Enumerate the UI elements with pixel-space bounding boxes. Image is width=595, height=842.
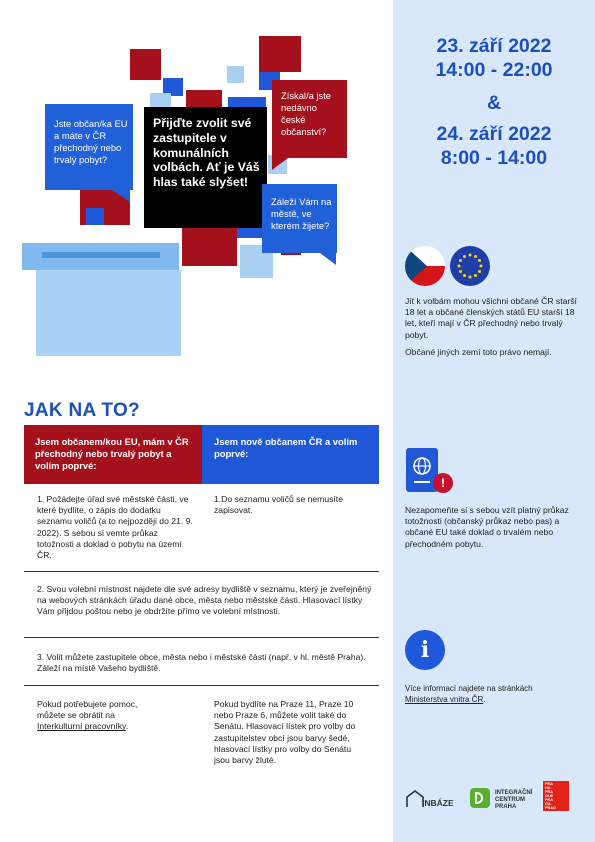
section-title: JAK NA TO?	[24, 400, 140, 421]
help-pre: Pokud potřebujete pomoc, můžete se obrátit na	[37, 699, 138, 721]
icp-line-1: INTEGRAČNÍ	[495, 790, 533, 796]
bubble-tail	[320, 253, 336, 265]
table-divider	[24, 685, 379, 686]
praha-logo-line: GUE	[545, 794, 554, 798]
eu-star-icon	[474, 255, 477, 258]
ballot-box-slot	[42, 252, 160, 258]
table-divider	[24, 637, 379, 638]
step-1-cz: 1.Do seznamu voličů se nemusíte zapisovat.	[214, 494, 343, 516]
bubble-eu-text: Jste občan/ka EU a máte v ČR přechodný nebo trvalý pobyt?	[54, 118, 128, 165]
eu-star-icon	[463, 255, 466, 258]
table-divider	[24, 571, 379, 572]
table-header-cz-text: Jsem nově občanem ČR a volím poprvé:	[214, 436, 358, 459]
eu-star-icon	[459, 270, 462, 273]
step-1-eu: 1. Požádejte úřad své městské části, ve které bydlíte, o zápis do dodatku seznamu voličů (a to nejpozději do 21. 9. 2022). S sebou si vemte průkaz totožnosti a doklad o pobytu na území ČR.	[37, 494, 193, 561]
eligibility-text: Jít k volbám mohou všichni občané ČR starší 18 let a občané členských států EU starší 18 let, kteří mají v ČR přechodný nebo trvalý pobyt.	[405, 296, 577, 340]
eu-star-icon	[463, 274, 466, 277]
speech-bubble-city	[262, 184, 337, 253]
more-info-text	[405, 684, 577, 705]
eu-star-icon	[478, 259, 481, 262]
step-3: 3. Volit můžete zastupitele obce, města nebo i městské části (např. v hl. městě Praha). Záleží na místě Vašeho bydliště.	[37, 652, 366, 674]
warning-icon: !	[433, 473, 453, 493]
passport-note: Nezapomeňte si s sebou vzít platný průkaz totožnosti (občanský průkaz nebo pas) a občané EU také doklad o trvalém nebo přechodném pobytu.	[405, 505, 569, 549]
help-post: .	[125, 721, 129, 732]
call-to-vote-box	[144, 107, 267, 228]
inbaze-logo	[405, 790, 457, 808]
date-1: 23. září 2022	[436, 35, 552, 57]
praha-logo-line: GA	[545, 802, 551, 806]
praha-logo-line: PRA	[545, 790, 554, 794]
intercultural-workers-link[interactable]: Interkulturní pracovníky	[37, 721, 126, 732]
eu-star-icon	[480, 265, 483, 268]
czech-flag-icon	[405, 246, 445, 286]
icp-logo	[470, 788, 532, 810]
more-info-post: .	[483, 694, 486, 704]
time-2: 8:00 - 14:00	[440, 147, 548, 169]
step-2: 2. Svou volební místnost najdete dle své adresy bydliště v seznamu, který je zveřejněný na webových stránkách úřadu dané obce, města nebo městské části. Hlasovací lístky Vám přijdou poštou nebo je obdržíte přímo ve volební místnosti.	[37, 584, 372, 617]
ministry-link[interactable]: Ministerstva vnitra ČR	[405, 694, 484, 704]
prague-senate-note: Pokud bydlíte na Praze 11, Praze 10 nebo Praze 6, můžete volit také do Senátu. Hlasovací lístek pro volby do zastupitelstev obcí jsou barvy šedé, hlasovací lístky pro volby do Senátu jsou barvy žluté.	[214, 699, 356, 766]
praha-logo-line: PRA	[545, 798, 554, 802]
eu-star-icon	[478, 270, 481, 273]
collage-square	[259, 36, 301, 72]
ballot-box	[36, 270, 181, 356]
praha-logo-line: PRAG	[545, 806, 556, 810]
call-to-vote-title: Přijďte zvolit své zastupitele v komunálních volbách. Ať je Váš hlas také slyšet!	[153, 116, 260, 190]
eu-star-icon	[469, 276, 472, 279]
help-note	[37, 699, 162, 733]
bubble-tail	[272, 158, 288, 170]
bubble-tail	[112, 190, 130, 202]
collage-square	[130, 49, 161, 80]
eu-star-icon	[469, 254, 472, 257]
collage-square	[227, 66, 244, 83]
eu-star-icon	[459, 259, 462, 262]
table-header-eu-text: Jsem občanem/kou EU, mám v ČR přechodný nebo trvalý pobyt a volím poprvé:	[35, 436, 189, 471]
icp-line-2: CENTRUM	[495, 797, 525, 803]
eu-star-icon	[474, 274, 477, 277]
bubble-city-text: Záleží Vám na městě, ve kterém žijete?	[271, 196, 332, 231]
eu-star-icon	[458, 265, 461, 268]
praha-logo-line: PRA	[545, 782, 554, 786]
inbaze-label: INBÁZE	[422, 798, 454, 808]
ampersand: &	[486, 92, 502, 114]
praha-logo	[543, 781, 569, 811]
speech-bubble-eu-citizen	[45, 104, 133, 190]
praha-logo-line: HA	[545, 786, 551, 790]
more-info-pre: Více informací najdete na stránkách	[405, 684, 533, 693]
info-icon: i	[405, 630, 445, 670]
non-eligibility-text: Občané jiných zemí toto právo nemají.	[405, 347, 552, 357]
collage-square	[86, 208, 104, 225]
time-1: 14:00 - 22:00	[435, 59, 553, 81]
speech-bubble-new-citizen	[272, 80, 347, 158]
bubble-new-citizen-text: Získal/a jste nedávno české občanství?	[281, 90, 332, 137]
eu-flag-icon	[450, 246, 490, 286]
date-2: 24. září 2022	[436, 123, 552, 145]
icp-line-3: PRAHA	[495, 804, 517, 810]
